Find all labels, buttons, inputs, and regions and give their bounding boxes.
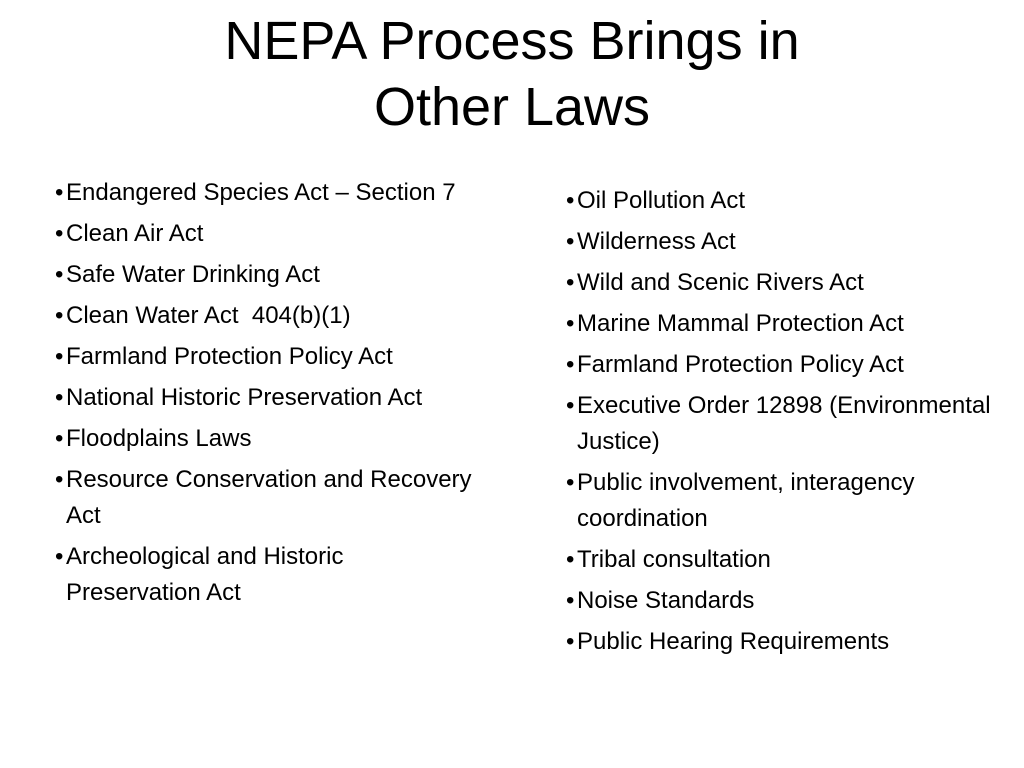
list-item-text: Clean Air Act bbox=[66, 220, 204, 247]
bullet-icon: • bbox=[566, 269, 575, 296]
list-item-text: Marine Mammal Protection Act bbox=[577, 310, 904, 337]
list-item-text: Archeological and Historic Preservation Act bbox=[66, 543, 344, 606]
list-item-text: Public involvement, interagency coordination bbox=[577, 469, 915, 532]
bullet-icon: • bbox=[55, 384, 64, 411]
bullet-icon: • bbox=[566, 546, 575, 573]
bullet-icon: • bbox=[55, 343, 64, 370]
list-item bbox=[55, 421, 475, 457]
list-item-text: Wild and Scenic Rivers Act bbox=[577, 269, 864, 296]
list-item-text: Safe Water Drinking Act bbox=[66, 261, 320, 288]
bullet-icon: • bbox=[55, 220, 64, 247]
bullet-icon: • bbox=[55, 261, 64, 288]
list-item bbox=[566, 542, 1006, 578]
list-item bbox=[566, 265, 1006, 301]
list-item bbox=[55, 216, 475, 252]
bullet-icon: • bbox=[566, 228, 575, 255]
list-item-text: Noise Standards bbox=[577, 587, 755, 614]
bullet-icon: • bbox=[55, 425, 64, 452]
list-item bbox=[566, 224, 1006, 260]
bullet-icon: • bbox=[566, 469, 575, 496]
bullet-icon: • bbox=[566, 310, 575, 337]
list-item bbox=[566, 465, 1006, 537]
list-item bbox=[566, 183, 1006, 219]
left-bullet-list bbox=[55, 175, 475, 616]
bullet-icon: • bbox=[566, 628, 575, 655]
list-item-text: Public Hearing Requirements bbox=[577, 628, 890, 655]
list-item bbox=[55, 257, 475, 293]
list-item bbox=[55, 539, 475, 611]
list-item bbox=[55, 298, 475, 334]
bullet-icon: • bbox=[55, 466, 64, 493]
list-item bbox=[566, 388, 1006, 460]
slide-title bbox=[0, 8, 1024, 140]
list-item bbox=[566, 624, 1006, 660]
list-item bbox=[566, 347, 1006, 383]
list-item bbox=[566, 306, 1006, 342]
bullet-icon: • bbox=[566, 587, 575, 614]
bullet-icon: • bbox=[566, 187, 575, 214]
list-item-text: Endangered Species Act – Section 7 bbox=[66, 179, 456, 206]
right-bullet-list bbox=[566, 183, 1006, 665]
list-item-text: Farmland Protection Policy Act bbox=[66, 343, 393, 370]
bullet-icon: • bbox=[566, 392, 575, 419]
slide-title-line-1: NEPA Process Brings in bbox=[224, 11, 800, 71]
slide-title-line-2: Other Laws bbox=[373, 77, 651, 137]
list-item bbox=[55, 175, 475, 211]
bullet-icon: • bbox=[566, 351, 575, 378]
list-item-text: National Historic Preservation Act bbox=[66, 384, 423, 411]
list-item bbox=[55, 380, 475, 416]
bullet-icon: • bbox=[55, 302, 64, 329]
bullet-icon: • bbox=[55, 179, 64, 206]
list-item-text: Tribal consultation bbox=[577, 546, 771, 573]
list-item-text: Clean Water Act 404(b)(1) bbox=[66, 302, 351, 329]
list-item-text: Executive Order 12898 (Environmental Justice) bbox=[577, 392, 991, 455]
list-item-text: Floodplains Laws bbox=[66, 425, 252, 452]
list-item-text: Wilderness Act bbox=[577, 228, 736, 255]
list-item-text: Oil Pollution Act bbox=[577, 187, 746, 214]
list-item bbox=[55, 462, 475, 534]
bullet-icon: • bbox=[55, 543, 64, 570]
list-item-text: Resource Conservation and Recovery Act bbox=[66, 466, 472, 529]
list-item bbox=[55, 339, 475, 375]
list-item bbox=[566, 583, 1006, 619]
list-item-text: Farmland Protection Policy Act bbox=[577, 351, 904, 378]
